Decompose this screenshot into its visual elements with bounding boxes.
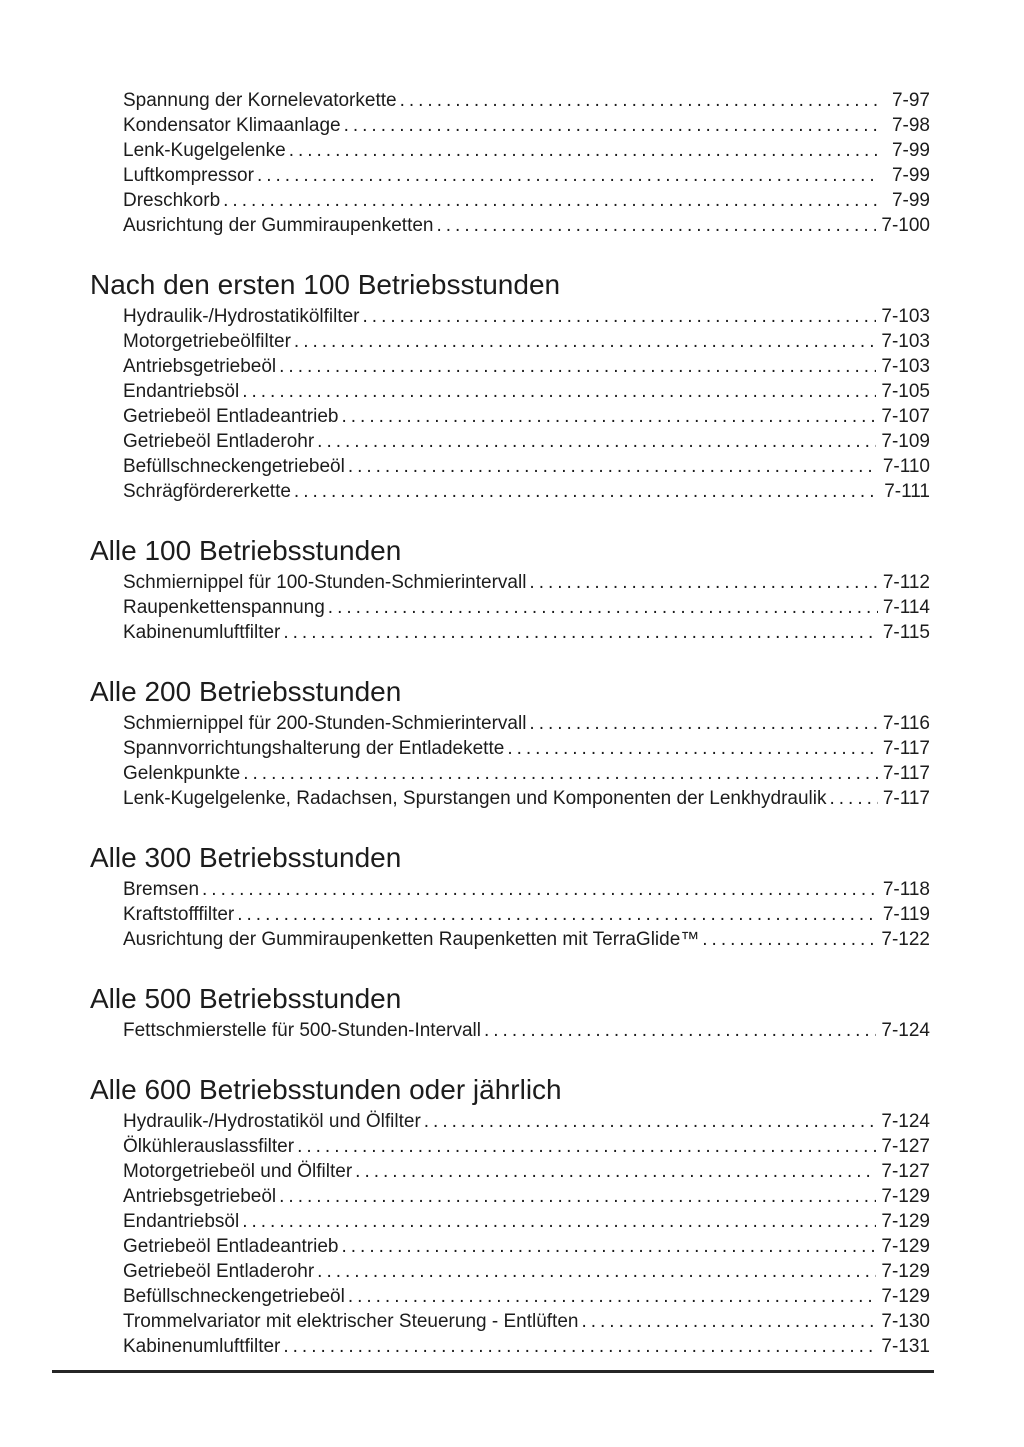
toc-entry[interactable]	[123, 1018, 930, 1043]
toc-entry-title: Getriebeöl Entladerohr	[123, 1261, 315, 1282]
toc-entry-title: Getriebeöl Entladeantrieb	[123, 406, 339, 427]
toc-entry[interactable]	[123, 1259, 930, 1284]
toc-entry-title: Motorgetriebeöl und Ölfilter	[123, 1161, 353, 1182]
toc-entry[interactable]	[123, 1109, 930, 1134]
dot-leader	[529, 570, 877, 595]
toc-entry[interactable]	[123, 877, 930, 902]
toc-entry-page-number: 7-127	[881, 1136, 930, 1157]
toc-entry[interactable]	[123, 304, 930, 329]
toc-entry[interactable]	[123, 1159, 930, 1184]
toc-entry-title: Antriebsgetriebeöl	[123, 356, 277, 377]
toc-entry[interactable]	[123, 1234, 930, 1259]
toc-entry-page-number: 7-103	[881, 331, 930, 352]
toc-entry-page-number: 7-97	[891, 90, 930, 111]
toc-entry-title: Bremsen	[123, 879, 200, 900]
toc-entry-title: Getriebeöl Entladeantrieb	[123, 1236, 339, 1257]
toc-entry-page-number: 7-105	[881, 381, 930, 402]
toc-entry[interactable]	[123, 1134, 930, 1159]
dot-leader	[294, 329, 876, 354]
section-heading: Alle 200 Betriebsstunden	[90, 676, 402, 707]
section-items	[90, 711, 930, 811]
toc-entry[interactable]	[123, 761, 930, 786]
toc-entry[interactable]	[123, 620, 930, 645]
toc-entry[interactable]	[123, 786, 930, 811]
toc-entry-title: Luftkompressor	[123, 165, 254, 186]
dot-leader	[317, 1259, 876, 1284]
section-heading: Alle 300 Betriebsstunden	[90, 842, 402, 873]
toc-entry-page-number: 7-99	[891, 190, 930, 211]
toc-entry-page-number: 7-129	[881, 1211, 930, 1232]
dot-leader	[328, 595, 878, 620]
toc-entry[interactable]	[123, 113, 930, 138]
dot-leader	[484, 1018, 876, 1043]
dot-leader	[348, 1284, 877, 1309]
dot-leader	[243, 761, 878, 786]
toc-entry[interactable]	[123, 329, 930, 354]
toc-entry[interactable]	[123, 1184, 930, 1209]
toc-entry-page-number: 7-103	[881, 356, 930, 377]
toc-entry-title: Trommelvariator mit elektrischer Steuerung - Entlüften	[123, 1311, 579, 1332]
toc-entry-title: Lenk-Kugelgelenke	[123, 140, 286, 161]
section-items	[90, 1109, 930, 1359]
toc-entry-title: Endantriebsöl	[123, 381, 240, 402]
toc-entry-page-number: 7-103	[881, 306, 930, 327]
section-heading: Nach den ersten 100 Betriebsstunden	[90, 269, 561, 300]
dot-leader	[424, 1109, 877, 1134]
toc-entry-title: Befüllschneckengetriebeöl	[123, 1286, 345, 1307]
toc-entry[interactable]	[123, 454, 930, 479]
section-heading: Alle 500 Betriebsstunden	[90, 983, 402, 1014]
dot-leader	[242, 379, 876, 404]
toc-entry-page-number: 7-129	[881, 1236, 930, 1257]
dot-leader	[341, 404, 876, 429]
toc-entry-title: Schmiernippel für 100-Stunden-Schmierintervall	[123, 572, 527, 593]
toc-entry[interactable]	[123, 1284, 930, 1309]
toc-entry-page-number: 7-129	[881, 1286, 930, 1307]
dot-leader	[237, 902, 878, 927]
toc-entry-title: Fettschmierstelle für 500-Stunden-Intervall	[123, 1020, 481, 1041]
toc-entry-page-number: 7-131	[881, 1336, 930, 1357]
dot-leader	[830, 786, 878, 811]
dot-leader	[400, 88, 878, 113]
toc-entry-page-number: 7-124	[881, 1020, 930, 1041]
toc-entry-page-number: 7-114	[882, 597, 930, 618]
toc-entry-title: Befüllschneckengetriebeöl	[123, 456, 345, 477]
toc-entry-page-number: 7-112	[882, 572, 930, 593]
section-items	[90, 1018, 930, 1043]
toc-entry-page-number: 7-107	[881, 406, 930, 427]
toc-section	[90, 1075, 930, 1359]
toc-section	[90, 984, 930, 1043]
toc-entry-title: Dreschkorb	[123, 190, 221, 211]
toc-entry[interactable]	[123, 354, 930, 379]
toc-entry[interactable]	[123, 711, 930, 736]
toc-entry-title: Schmiernippel für 200-Stunden-Schmierintervall	[123, 713, 527, 734]
toc-entry-page-number: 7-117	[882, 763, 930, 784]
dot-leader	[348, 454, 878, 479]
toc-entry-title: Endantriebsöl	[123, 1211, 240, 1232]
toc-entry-page-number: 7-129	[881, 1186, 930, 1207]
toc-entry-page-number: 7-124	[881, 1111, 930, 1132]
toc-section	[90, 270, 930, 504]
toc-entry-title: Getriebeöl Entladerohr	[123, 431, 315, 452]
dot-leader	[242, 1209, 876, 1234]
toc-entry-title: Kabinenumluftfilter	[123, 622, 281, 643]
toc-section	[90, 88, 930, 238]
toc-entry[interactable]	[123, 429, 930, 454]
toc-entry-title: Ausrichtung der Gummiraupenketten Raupenketten mit TerraGlide™	[123, 929, 700, 950]
dot-leader	[355, 1159, 876, 1184]
section-heading: Alle 600 Betriebsstunden oder jährlich	[90, 1074, 562, 1105]
section-items	[90, 570, 930, 645]
toc-entry-page-number: 7-116	[882, 713, 930, 734]
toc-entry-title: Ölkühlerauslassfilter	[123, 1136, 295, 1157]
dot-leader	[283, 1334, 876, 1359]
toc-entry[interactable]	[123, 1334, 930, 1359]
toc-entry[interactable]	[123, 88, 930, 113]
toc-entry[interactable]	[123, 902, 930, 927]
toc-entry-page-number: 7-130	[881, 1311, 930, 1332]
toc-entry-page-number: 7-118	[882, 879, 930, 900]
dot-leader	[317, 429, 876, 454]
toc-entry-title: Lenk-Kugelgelenke, Radachsen, Spurstangen und Komponenten der Lenkhydraulik	[123, 788, 827, 809]
toc-entry-title: Spannvorrichtungshalterung der Entladekette	[123, 738, 505, 759]
section-items	[90, 877, 930, 952]
toc-entry[interactable]	[123, 1209, 930, 1234]
toc-entry-title: Kraftstofffilter	[123, 904, 235, 925]
toc-section	[90, 843, 930, 952]
dot-leader	[283, 620, 877, 645]
toc-entry[interactable]	[123, 213, 930, 238]
section-items	[90, 304, 930, 504]
toc-section	[90, 677, 930, 811]
toc-entry-title: Schrägfördererkette	[123, 481, 291, 502]
toc-entry-page-number: 7-127	[881, 1161, 930, 1182]
dot-leader	[581, 1309, 876, 1334]
dot-leader	[223, 188, 878, 213]
toc-entry[interactable]	[123, 595, 930, 620]
dot-leader	[202, 877, 878, 902]
toc-entry-title: Kabinenumluftfilter	[123, 1336, 281, 1357]
toc-entry[interactable]	[123, 479, 930, 504]
toc-entry-page-number: 7-122	[881, 929, 930, 950]
dot-leader	[257, 163, 878, 188]
footer-rule	[52, 1370, 934, 1373]
toc-section	[90, 536, 930, 645]
toc-entry[interactable]	[123, 379, 930, 404]
toc-entry-page-number: 7-119	[882, 904, 930, 925]
toc-entry-page-number: 7-115	[882, 622, 930, 643]
dot-leader	[279, 1184, 876, 1209]
toc-entry-page-number: 7-99	[891, 165, 930, 186]
toc-entry-title: Hydraulik-/Hydrostatiköl und Ölfilter	[123, 1111, 421, 1132]
toc-entry-title: Gelenkpunkte	[123, 763, 241, 784]
dot-leader	[294, 479, 878, 504]
toc-entry-page-number: 7-129	[881, 1261, 930, 1282]
section-heading: Alle 100 Betriebsstunden	[90, 535, 402, 566]
dot-leader	[507, 736, 878, 761]
toc-entry[interactable]	[123, 736, 930, 761]
dot-leader	[297, 1134, 876, 1159]
toc-entry-page-number: 7-99	[891, 140, 930, 161]
toc-entry-title: Hydraulik-/Hydrostatikölfilter	[123, 306, 360, 327]
dot-leader	[344, 113, 878, 138]
section-items	[90, 88, 930, 238]
dot-leader	[363, 304, 877, 329]
toc-entry[interactable]	[123, 404, 930, 429]
toc-entry[interactable]	[123, 188, 930, 213]
toc-entry-page-number: 7-100	[881, 215, 930, 236]
toc-entry-page-number: 7-117	[882, 738, 930, 759]
dot-leader	[437, 213, 877, 238]
dot-leader	[289, 138, 878, 163]
toc-entry-page-number: 7-110	[882, 456, 930, 477]
toc-entry-title: Motorgetriebeölfilter	[123, 331, 291, 352]
toc-entry-page-number: 7-98	[891, 115, 930, 136]
dot-leader	[279, 354, 876, 379]
toc-entry[interactable]	[123, 927, 930, 952]
dot-leader	[702, 927, 876, 952]
toc-entry-page-number: 7-111	[884, 481, 930, 502]
toc-entry[interactable]	[123, 570, 930, 595]
toc-entry-page-number: 7-117	[882, 788, 930, 809]
toc-entry-title: Spannung der Kornelevatorkette	[123, 90, 397, 111]
toc-entry-page-number: 7-109	[881, 431, 930, 452]
dot-leader	[529, 711, 877, 736]
dot-leader	[341, 1234, 876, 1259]
toc-entry-title: Kondensator Klimaanlage	[123, 115, 341, 136]
toc-entry-title: Raupenkettenspannung	[123, 597, 325, 618]
toc-entry-title: Antriebsgetriebeöl	[123, 1186, 277, 1207]
table-of-contents	[90, 88, 930, 1359]
toc-entry-title: Ausrichtung der Gummiraupenketten	[123, 215, 434, 236]
toc-entry[interactable]	[123, 1309, 930, 1334]
toc-entry[interactable]	[123, 138, 930, 163]
toc-entry[interactable]	[123, 163, 930, 188]
